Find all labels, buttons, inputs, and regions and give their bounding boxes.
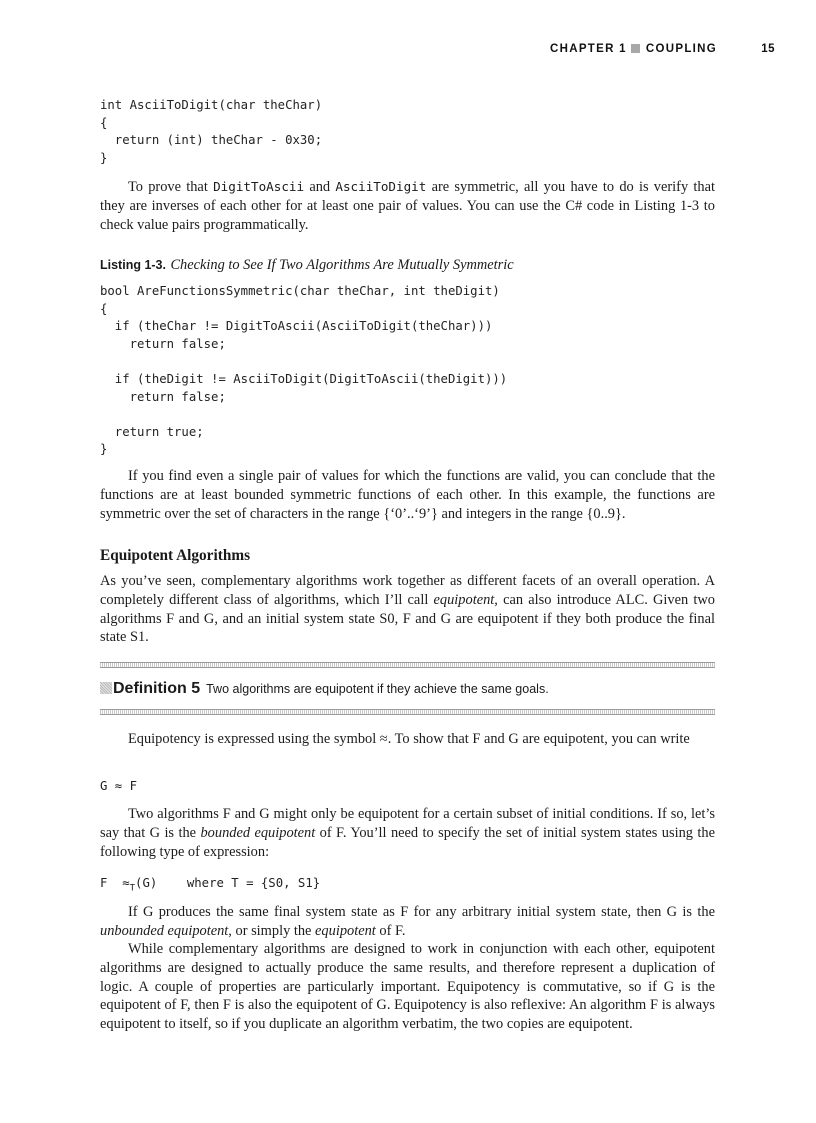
para-6-before: If G produces the same final system state as F for any arbitrary initial system state, then G is the	[128, 904, 715, 920]
square-bullet-icon	[631, 44, 640, 53]
term-equipotent: equipotent	[433, 591, 495, 608]
code-line-bounded-expression	[100, 876, 320, 893]
section-label: COUPLING	[645, 43, 717, 55]
definition-text: Two algorithms are equipotent if they achieve the same goals.	[206, 682, 549, 696]
inline-code-ascii-to-digit: AsciiToDigit	[335, 179, 427, 194]
para-1-mid: and	[304, 179, 336, 195]
definition-square-icon	[100, 682, 112, 694]
para-1-suffix: are symmetric, all you have to do is verify that they are inverses of each other for at least one pair of values. You can use the C# code in Listing 1-3 to check value pairs programmatically.	[100, 179, 715, 233]
term-bounded-equipotent: bounded equipotent	[200, 824, 316, 841]
listing-title: Checking to See If Two Algorithms Are Mutually Symmetric	[170, 257, 514, 273]
definition-bottom-rule	[100, 709, 715, 715]
paragraph-equipotent-intro	[100, 572, 715, 647]
code-block-ascii-to-digit: int AsciiToDigit(char theChar) { return (int) theChar - 0x30; }	[100, 98, 323, 165]
paragraph-properties: While complementary algorithms are designed to work in conjunction with each other, equipotent algorithms are designed to actually produce the same results, and therefore represent a duplication of logic. A couple of properties are particularly important. Equipotency is commutative, so if G is the equipotent of F, then F is also the equipotent of G. Equipotency is also reflexive: An algorithm F is always equipotent to itself, so if you duplicate an algorithm verbatim, the two copies are equipotent.	[100, 941, 715, 1033]
para-1-prefix: To prove that	[128, 179, 214, 195]
para-5-after: of F. You’ll need to specify the set of initial system states using the following type of expression:	[100, 824, 715, 860]
expr-subscript: T	[129, 883, 136, 894]
para-6-mid: , or simply the	[228, 922, 316, 939]
definition-label: Definition 5	[113, 680, 201, 697]
definition-top-rule	[100, 662, 715, 668]
para-5-before: Two algorithms F and G might only be equipotent for a certain subset of initial conditions. If so, let’s say that G is the	[100, 806, 715, 841]
running-header	[420, 43, 775, 59]
para-3-after: , can also introduce ALC. Given two algorithms F and G, and an initial system state S0, F and G are equipotent if they both produce the final state S1.	[100, 591, 715, 646]
paragraph-bounded-equipotent	[100, 805, 715, 861]
term-unbounded-equipotent: unbounded equipotent	[100, 922, 229, 939]
listing-caption	[100, 256, 514, 274]
paragraph-bounded-symmetric: If you find even a single pair of values for which the functions are valid, you can conclude that the functions are at least bounded symmetric functions of each other. In this example, the functions are symmetric over the set of characters in the range {‘0’..‘9’} and integers in the range {0..9}.	[100, 468, 715, 522]
expr-suffix: (G) where T = {S0, S1}	[135, 876, 321, 890]
paragraph-unbounded-equipotent	[100, 903, 715, 941]
chapter-title	[550, 43, 717, 55]
code-block-are-functions-symmetric: bool AreFunctionsSymmetric(char theChar, int theDigit) { if (theChar != DigitToAscii(AsciiToDigit(theChar))) return false; if (theDigit != AsciiToDigit(DigitToAscii(theDigit))) return false; return true; }	[100, 284, 508, 457]
section-heading: Equipotent Algorithms	[100, 547, 251, 564]
listing-number: Listing 1-3.	[100, 258, 166, 272]
para-3-before: As you’ve seen, complementary algorithms work together as different facets of an overall operation. A completely different class of algorithms, which I’ll call	[100, 573, 715, 608]
para-6-after: of F.	[375, 922, 406, 939]
expr-prefix: F ≈	[100, 876, 130, 890]
page-number: 15	[761, 43, 775, 55]
term-equipotent-2: equipotent	[315, 922, 376, 939]
paragraph-equipotency-symbol: Equipotency is expressed using the symbol ≈. To show that F and G are equipotent, you can write	[128, 731, 690, 747]
inline-code-digit-to-ascii: DigitToAscii	[213, 179, 305, 194]
paragraph-symmetric-proof	[100, 178, 715, 234]
chapter-label: CHAPTER 1	[550, 43, 627, 55]
definition-box	[100, 678, 549, 702]
code-line-g-approx-f: G ≈ F	[100, 779, 138, 793]
